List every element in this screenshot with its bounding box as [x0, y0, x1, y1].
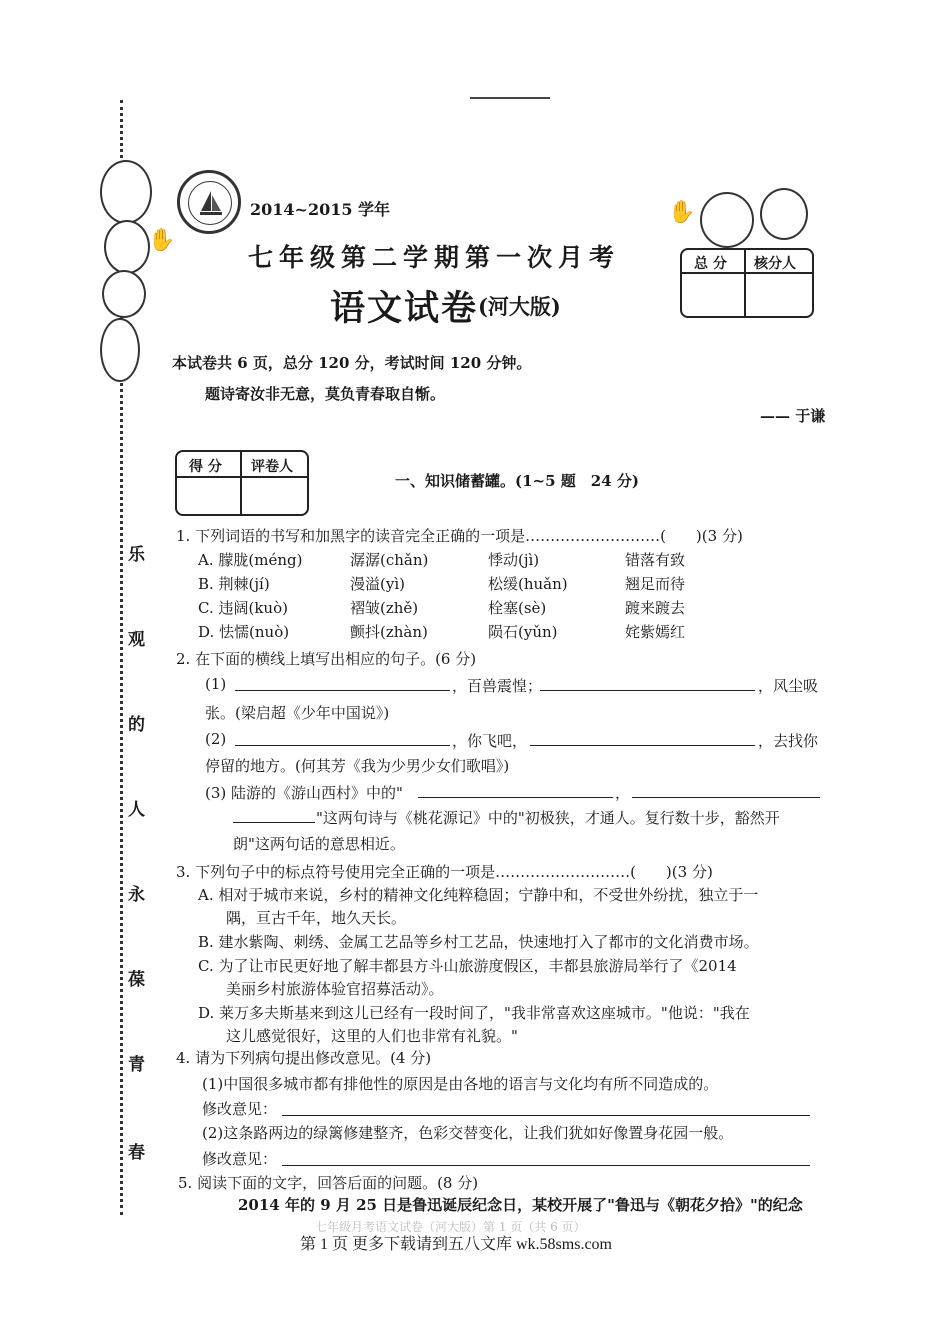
answer-blank[interactable]: [235, 690, 450, 691]
question-2-stem: 2. 在下面的横线上填写出相应的句子。(6 分): [176, 650, 477, 668]
poem-author: —— 于谦: [760, 407, 826, 425]
q3-option-a: A. 相对于城市来说，乡村的精神文化纯粹稳固；宁静中和，不受世外纷扰，独立于一: [198, 886, 759, 904]
motto-char: 春: [128, 1143, 145, 1163]
option-cell: 漫溢(yì): [350, 575, 405, 593]
option-cell: 栓塞(sè): [488, 599, 547, 617]
exam-info: 本试卷共 6 页，总分 120 分，考试时间 120 分钟。: [172, 354, 532, 372]
q4-sentence-2: (2)这条路两边的绿篱修建整齐，色彩交替变化，让我们犹如好像置身花园一般。: [202, 1124, 734, 1142]
q4-fix-label-1: 修改意见：: [202, 1100, 278, 1118]
option-cell: A. 朦胧(méng): [198, 551, 303, 569]
exam-edition: (河大版): [478, 294, 561, 319]
school-year: 2014~2015 学年: [250, 200, 391, 219]
q3-option-c: C. 为了让市民更好地了解丰都县方斗山旅游度假区，丰都县旅游局举行了《2014: [198, 957, 737, 975]
q2-part1-cont: 张。(梁启超《少年中国说》): [205, 704, 390, 722]
grader-label: 评卷人: [251, 459, 293, 475]
option-cell: 错落有致: [625, 551, 686, 569]
q2-part2-label: (2): [205, 730, 227, 748]
exam-subtitle: 语文试卷: [330, 288, 479, 329]
q2-part2-mid: ，你飞吧，: [452, 732, 528, 750]
q2-part1-label: (1): [205, 675, 227, 693]
q3-option-a-cont: 隅，亘古千年，地久天长。: [226, 909, 407, 927]
poem-quote: 题诗寄汝非无意，莫负青春取自惭。: [205, 385, 446, 403]
total-score-label: 总 分: [694, 256, 727, 272]
q2-part2-end: ，去找你: [758, 732, 819, 750]
option-cell: 松缓(huǎn): [488, 575, 568, 593]
q2-part3-cont2: 朗"这两句话的意思相近。: [233, 835, 405, 853]
answer-blank[interactable]: [632, 797, 820, 798]
motto-char: 观: [128, 630, 145, 650]
page-footer-cut-off: 七年级月考语文试卷（河大版）第 1 页（共 6 页）: [315, 1220, 586, 1234]
option-cell: 翘足而待: [625, 575, 686, 593]
answer-blank[interactable]: [540, 690, 755, 691]
question-3-stem: 3. 下列句子中的标点符号使用完全正确的一项是………………………( )(3 分): [176, 863, 713, 881]
q3-option-d: D. 莱万多夫斯基来到这儿已经有一段时间了，"我非常喜欢这座城市。"他说："我在: [198, 1004, 750, 1022]
answer-blank[interactable]: [282, 1165, 810, 1166]
download-footer: 第 1 页 更多下载请到五八文库 wk.58sms.com: [300, 1236, 613, 1253]
answer-blank[interactable]: [235, 745, 450, 746]
answer-blank[interactable]: [233, 822, 315, 823]
top-rule: [470, 97, 550, 99]
q2-part3-label: (3) 陆游的《游山西村》中的": [205, 784, 403, 802]
motto-char: 乐: [128, 545, 145, 565]
option-cell: 踱来踱去: [625, 599, 686, 617]
q5-passage: 2014 年的 9 月 25 日是鲁迅诞辰纪念日，某校开展了"鲁迅与《朝花夕拾》"的纪念: [238, 1196, 803, 1214]
motto-char: 永: [128, 885, 145, 905]
option-cell: D. 怯懦(nuò): [198, 623, 290, 641]
question-5-stem: 5. 阅读下面的文字，回答后面的问题。(8 分): [178, 1174, 479, 1192]
q2-part2-cont: 停留的地方。(何其芳《我为少男少女们歌唱》): [205, 757, 510, 775]
q2-part3-comma: ，: [615, 784, 631, 802]
option-cell: 颤抖(zhàn): [350, 623, 428, 641]
school-seal-icon: [177, 170, 241, 234]
score-label: 得 分: [189, 459, 222, 475]
option-cell: B. 荆棘(jí): [198, 575, 270, 593]
option-cell: 悸动(jì): [488, 551, 540, 569]
q2-part3-cont1: "这两句诗与《桃花源记》中的"初极狭，才通人。复行数十步，豁然开: [316, 809, 780, 827]
exam-title: 七年级第二学期第一次月考: [248, 243, 621, 272]
q2-part1-mid: ，百兽震惶；: [452, 677, 543, 695]
motto-char: 葆: [128, 970, 145, 990]
answer-blank[interactable]: [418, 797, 613, 798]
motto-char: 人: [128, 800, 145, 820]
checker-label: 核分人: [754, 256, 796, 272]
option-cell: 潺潺(chǎn): [350, 551, 429, 569]
grader-score-box: [175, 450, 309, 516]
section-1-title: 一、知识储蓄罐。(1~5 题 24 分): [395, 472, 639, 490]
option-cell: 陨石(yǔn): [488, 623, 558, 641]
q4-sentence-1: (1)中国很多城市都有排他性的原因是由各地的语言与文化均有所不同造成的。: [202, 1075, 719, 1093]
q2-part1-end: ，风尘吸: [758, 677, 819, 695]
answer-blank[interactable]: [530, 745, 755, 746]
option-cell: 姹紫嫣红: [625, 623, 686, 641]
question-4-stem: 4. 请为下列病句提出修改意见。(4 分): [176, 1049, 432, 1067]
total-score-box: [680, 248, 814, 318]
question-1-stem: 1. 下列词语的书写和加黑字的读音完全正确的一项是………………………( )(3 分): [176, 527, 743, 545]
q3-option-b: B. 建水紫陶、刺绣、金属工艺品等乡村工艺品，快速地打入了都市的文化消费市场。: [198, 933, 759, 951]
answer-blank[interactable]: [282, 1115, 810, 1116]
q3-option-c-cont: 美丽乡村旅游体验官招募活动》。: [226, 980, 444, 998]
q3-option-d-cont: 这儿感觉很好，这里的人们也非常有礼貌。": [226, 1027, 518, 1045]
option-cell: C. 违阔(kuò): [198, 599, 288, 617]
motto-char: 青: [128, 1055, 145, 1075]
q4-fix-label-2: 修改意见：: [202, 1150, 278, 1168]
motto-char: 的: [128, 715, 145, 735]
option-cell: 褶皱(zhě): [350, 599, 419, 617]
